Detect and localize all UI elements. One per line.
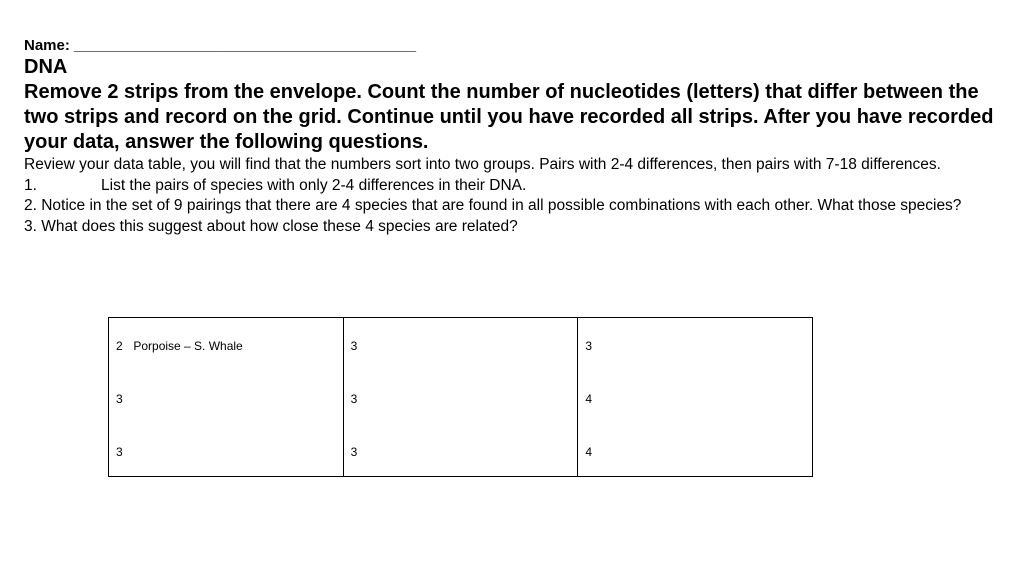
grid-cell: 3 bbox=[109, 424, 344, 477]
table-row bbox=[109, 424, 813, 477]
question-1-number: 1. bbox=[24, 176, 37, 194]
grid-cell: 3 bbox=[578, 318, 813, 371]
table-row bbox=[109, 318, 813, 371]
grid-cell: 4 bbox=[578, 371, 813, 424]
grid-cell: 4 bbox=[578, 424, 813, 477]
question-2: 2. Notice in the set of 9 pairings that there are 4 species that are found in all possible combinations with each other. What those species? bbox=[24, 197, 962, 214]
cell-pair-label: Porpoise – S. Whale bbox=[133, 339, 243, 353]
question-1 bbox=[24, 176, 1009, 197]
grid-cell: 3 bbox=[343, 318, 578, 371]
question-1-text: List the pairs of species with only 2-4 differences in their DNA. bbox=[101, 176, 527, 194]
grid-cell: 3 bbox=[109, 371, 344, 424]
grid-cell: 3 bbox=[343, 424, 578, 477]
cell-number: 2 bbox=[116, 339, 123, 353]
instructions: Remove 2 strips from the envelope. Count the number of nucleotides (letters) that differ between the two strips and record on the grid. Continue until you have recorded all strips. After you have recorded your data, answer the following questions. bbox=[24, 81, 994, 153]
table-row bbox=[109, 371, 813, 424]
page-title: DNA bbox=[24, 56, 68, 78]
data-grid bbox=[108, 317, 813, 477]
grid-cell: 3 bbox=[343, 371, 578, 424]
worksheet bbox=[24, 37, 1009, 237]
question-3: 3. What does this suggest about how close these 4 species are related? bbox=[24, 217, 518, 235]
grid-cell bbox=[109, 318, 344, 371]
intro-paragraph: Review your data table, you will find that the numbers sort into two groups. Pairs with 2-4 differences, then pairs with 7-18 differences. bbox=[24, 156, 941, 173]
name-field-label: Name: _________________________________________ bbox=[24, 37, 417, 54]
